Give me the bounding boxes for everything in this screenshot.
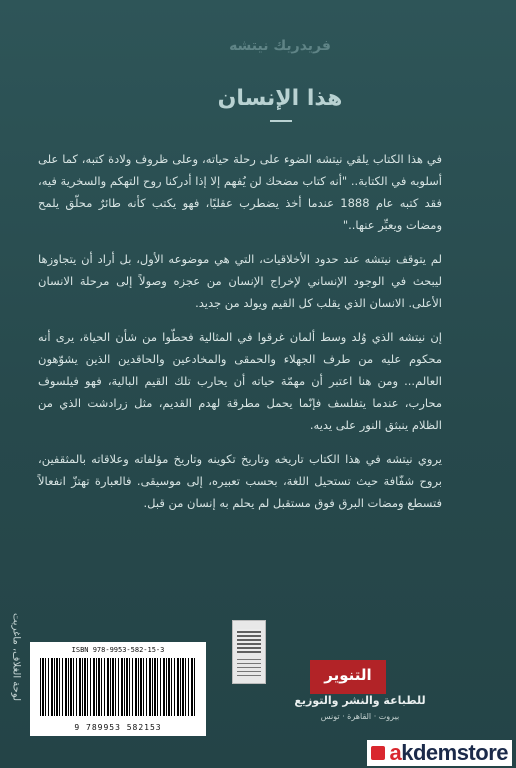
book-title: هذا الإنسان: [217, 86, 343, 111]
blurb-paragraph-2: لم يتوقف نيتشه عند حدود الأخلاقيات، التي هي موضوعه الأول، بل أراد أن يتجاوزها ليبحث في الوجود الإنساني لإخراج الإنسان من عجزه وصولاً إلى مرحلة الانسان الأعلى. الانسان الذي يقلب كل القيم ويولد من جديد.: [38, 252, 442, 310]
blurb-paragraph-4: يروي نيتشه في هذا الكتاب تاريخه وتاريخ تكوينه وتاريخ مؤلفاته وعلاقاته بالمثقفين، بروح شفّافة حيث تستحيل اللغة، بحسب تعبيره، إلى موسيقى. فالعبارة تهتزّ انفعالاً فتسطع ومضات البرق فوق مستقبل لم يحلم به إنسان من قبل.: [38, 452, 442, 510]
publisher-name: للطباعة والنشر والتوزيع: [294, 694, 426, 707]
store-watermark-first: a: [389, 740, 402, 765]
publisher-logo-text: التنوير: [324, 666, 372, 684]
barcode: [30, 642, 206, 736]
publisher-cities: بيروت · القاهرة · تونس: [320, 712, 400, 721]
publisher-logo: [310, 660, 386, 694]
blurb-paragraph-3: إن نيتشه الذي وُلد وسط ألمان غرقوا في المثالية فحطّوا من شأن الحياة، يرى أنه محكوم عليه من طرف الجهلاء والحمقى والمخادعين والحاقدين الذين يشوّهون العالم... ومن هنا اعتبر أن مهمّة حياته أن يحارب تلك القيم البالية، فهو فيلسوف محارب، عندما يتفلسف فإنّما يحمل مطرقة لهدم القديم، مثل زرادشت الذي من الظلام ينبثق النور على يديه.: [38, 330, 442, 432]
security-sticker: [232, 620, 266, 684]
store-logo-icon: [371, 746, 385, 760]
isbn-text: ISBN 978-9953-582-15-3: [71, 646, 165, 654]
author-name: فريدريك نيتشه: [229, 38, 331, 54]
cover-art-credit: [8, 612, 24, 702]
blurb-paragraph-1: في هذا الكتاب يلقي نيتشه الضوء على رحلة حياته، وعلى ظروف ولادة كتبه، كما على أسلوبه في الكتابة.. "أنه كتاب مضحك لن يُفهم إلا إذا أدركنا روح التهكم والسخرية فيه، فقد كتبه عام 1888 عندما أخذ يضطرب عقليًا، فهو يكتب كأنه طائرٌ محلّق يلمح ومضات ويعبِّر عنها..": [38, 152, 442, 232]
barcode-bars: [40, 658, 196, 716]
barcode-digits: 9 789953 582153: [74, 723, 162, 732]
title-underline: [270, 120, 292, 122]
store-watermark-rest: kdemstore: [401, 740, 508, 765]
sticker-text-lines: [237, 659, 261, 677]
qr-code-icon: [237, 629, 261, 653]
blurb: [38, 148, 442, 526]
cover-art-credit-text: لوحة الغلاف، ماغريت: [10, 612, 22, 702]
store-watermark: [367, 740, 512, 766]
